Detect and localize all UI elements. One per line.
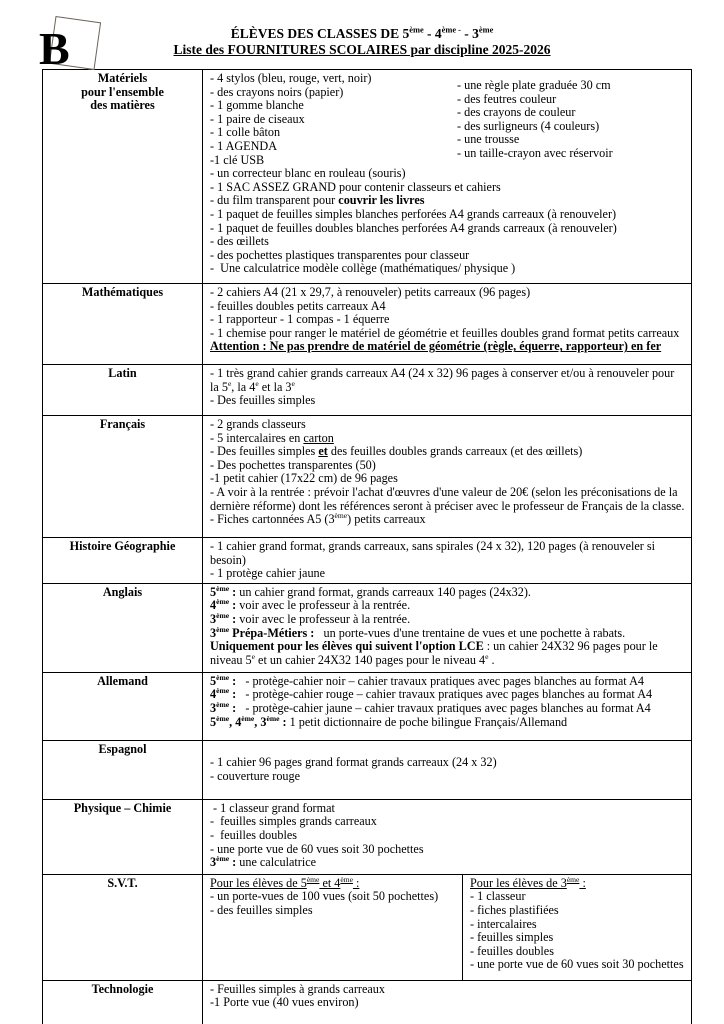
items-left-column <box>210 72 457 167</box>
item-line <box>457 79 685 93</box>
text-segment: - 5 intercalaires en <box>210 430 304 445</box>
text-segment: - Une calculatrice modèle collège (mathématiques/ physique ) <box>210 261 516 276</box>
text-segment: : <box>229 700 237 715</box>
subject-items <box>203 284 692 365</box>
text-segment: Uniquement pour les élèves qui suivent l'option LCE <box>210 639 484 654</box>
text-segment: - des crayons de couleur <box>457 105 576 120</box>
text-segment: voir avec le professeur à la rentrée. <box>239 611 411 626</box>
text-segment: - des feutres couleur <box>457 91 557 106</box>
text-segment: - 3 <box>460 26 479 41</box>
two-column-item-block <box>210 72 685 167</box>
text-segment: - protège-cahier rouge – cahier travaux pratiques avec pages blanches au format A4 <box>236 687 653 702</box>
subject-label-line: Allemand <box>97 673 148 688</box>
text-segment: : un cahier 24X32 96 pages pour le niveau 5 <box>210 639 661 667</box>
subject-label <box>43 740 203 799</box>
item-line <box>470 904 685 918</box>
item-line <box>210 815 685 829</box>
item-line <box>210 113 457 127</box>
text-segment: - 1 classeur <box>470 889 526 904</box>
item-line <box>210 249 685 263</box>
text-segment: - un porte-vues de 100 vues (soit 50 pochettes) <box>210 889 439 904</box>
text-segment: - protège-cahier noir – cahier travaux pratiques avec pages blanches au format A4 <box>236 673 644 688</box>
text-segment: Prépa-Métiers : <box>229 625 315 640</box>
subject-label <box>43 799 203 874</box>
text-segment: - feuilles doubles petits carreaux A4 <box>210 298 386 313</box>
text-segment: un cahier grand format, grands carreaux 140 pages (24x32). <box>239 584 531 599</box>
table-row <box>43 538 692 584</box>
text-segment: ème <box>241 713 255 723</box>
subject-items <box>203 874 692 980</box>
text-segment: Attention : Ne pas prendre de matériel de géométrie (règle, équerre, rapporteur) en fer <box>210 339 662 354</box>
text-segment: - 1 très grand cahier grands carreaux A4 (24 x 32) 96 pages à conserver et/ou à renouveler pour la 5 <box>210 366 678 394</box>
table-row <box>43 799 692 874</box>
item-line <box>210 599 685 613</box>
item-line <box>470 918 685 932</box>
text-segment: carton <box>303 430 334 445</box>
text-segment: ÉLÈVES DES CLASSES DE 5 <box>230 26 410 41</box>
text-segment: une calculatrice <box>239 855 317 870</box>
table-row <box>43 980 692 1024</box>
text-segment: - fiches plastifiées <box>470 902 559 917</box>
item-line <box>210 756 685 770</box>
item-line <box>457 106 685 120</box>
text-segment: : <box>579 875 586 890</box>
item-line <box>210 874 456 891</box>
text-segment: - Des feuilles simples <box>210 444 319 459</box>
text-segment: : <box>229 855 240 870</box>
subject-label <box>43 284 203 365</box>
text-segment: couvrir les livres <box>338 193 425 208</box>
text-segment: : <box>352 875 360 890</box>
item-line <box>210 208 685 222</box>
text-segment: : <box>229 611 240 626</box>
text-segment: - feuilles doubles <box>210 827 297 842</box>
item-line <box>210 235 685 249</box>
item-line <box>210 140 457 154</box>
subject-label-line: pour l'ensemble <box>81 84 164 99</box>
item-line <box>210 904 456 918</box>
text-segment: - des œillets <box>210 234 269 249</box>
text-segment: : <box>229 598 240 613</box>
text-segment: - feuilles doubles <box>470 943 554 958</box>
text-segment: e <box>255 378 259 388</box>
subject-label-line: Physique – Chimie <box>73 800 172 815</box>
subject-label-line: Anglais <box>102 584 143 599</box>
text-segment: 3 <box>210 700 217 715</box>
text-segment: 5 <box>210 584 217 599</box>
text-segment: ème <box>306 874 320 884</box>
table-row <box>43 70 692 284</box>
item-line <box>470 874 685 891</box>
text-segment: - un correcteur blanc en rouleau (souris) <box>210 166 406 181</box>
subject-label <box>43 416 203 538</box>
text-segment: - Des feuilles simples <box>210 393 316 408</box>
table-row <box>43 740 692 799</box>
text-segment: -1 petit cahier (17x22 cm) de 96 pages <box>210 471 398 486</box>
item-line <box>210 286 685 300</box>
text-segment: : <box>279 714 287 729</box>
text-segment: 3 <box>210 611 217 626</box>
text-segment: -1 clé USB <box>210 152 265 167</box>
item-line <box>210 181 685 195</box>
text-segment: - feuilles simples grands carreaux <box>210 814 377 829</box>
text-segment: - des feuilles simples <box>210 902 313 917</box>
text-segment: ème <box>216 854 230 864</box>
subject-label-line: Matériels <box>97 71 148 85</box>
item-line <box>210 610 685 627</box>
text-segment: e <box>291 378 295 388</box>
text-segment: et 4 <box>319 875 341 890</box>
table-row <box>43 284 692 365</box>
svt-right-column <box>463 875 691 980</box>
item-line <box>210 540 685 567</box>
text-segment: - 1 classeur grand format <box>210 800 335 815</box>
text-segment: - 1 paire de ciseaux <box>210 111 305 126</box>
document-subtitle: Liste des FOURNITURES SCOLAIRES par discipline 2025-2026 <box>173 42 551 57</box>
subject-label-line: Technologie <box>91 981 154 996</box>
subject-label-line: Latin <box>108 366 137 380</box>
text-segment: - 1 cahier grand format, grands carreaux, sans spirales (24 x 32), 120 pages (à renouveler si besoin) <box>210 539 659 567</box>
text-segment: - 1 protège cahier jaune <box>210 566 326 581</box>
text-segment: 5 <box>210 673 217 688</box>
text-segment: un porte-vues d'une trentaine de vues et une pochette à rabats. <box>314 625 626 640</box>
item-line <box>210 300 685 314</box>
text-segment: - 1 chemise pour ranger le matériel de géométrie et feuilles doubles grand format petits carreaux <box>210 325 680 340</box>
text-segment: - 1 cahier 96 pages grand format grands carreaux (24 x 32) <box>210 755 497 770</box>
text-segment: , la 4 <box>231 379 256 394</box>
text-segment: 4 <box>210 598 217 613</box>
item-line <box>210 432 685 446</box>
svt-split-block <box>203 875 691 980</box>
text-segment: - des crayons noirs (papier) <box>210 84 344 99</box>
item-line <box>470 890 685 904</box>
subject-items <box>203 538 692 584</box>
text-segment: ème <box>216 597 230 607</box>
text-segment: - Fiches cartonnées A5 (3 <box>210 512 335 527</box>
text-segment: ème <box>216 610 230 620</box>
text-segment: ème <box>216 672 230 682</box>
text-segment: ème <box>340 874 353 884</box>
text-segment: ème <box>216 583 230 593</box>
item-line <box>457 133 685 147</box>
item-line <box>210 340 685 354</box>
subject-label <box>43 70 203 284</box>
text-segment: 3 <box>210 855 217 870</box>
subject-label-line: Mathématiques <box>81 285 164 299</box>
subject-items <box>203 70 692 284</box>
subject-label-line: Espagnol <box>98 741 147 756</box>
text-segment: ème <box>334 511 348 521</box>
item-line <box>210 262 685 276</box>
text-segment: : <box>229 584 240 599</box>
text-segment: 3 <box>210 625 217 640</box>
subject-items <box>203 672 692 740</box>
item-line <box>457 147 685 161</box>
text-segment: - 4 stylos (bleu, rouge, vert, noir) <box>210 71 372 85</box>
item-line <box>210 418 685 432</box>
item-line <box>210 802 685 816</box>
item-line <box>210 829 685 843</box>
text-segment: - 1 rapporteur - 1 compas - 1 équerre <box>210 312 390 327</box>
text-segment: - intercalaires <box>470 916 537 931</box>
text-segment: - 1 AGENDA <box>210 138 278 153</box>
text-segment: - 1 paquet de feuilles simples blanches perforées A4 grands carreaux (à renouveler) <box>210 206 617 221</box>
text-segment: . <box>488 652 495 667</box>
table-row <box>43 874 692 980</box>
subject-items <box>203 365 692 416</box>
text-segment: - une trousse <box>457 132 520 147</box>
item-line <box>457 120 685 134</box>
item-line <box>210 313 685 327</box>
text-segment: ème <box>216 624 230 634</box>
text-segment: - couverture rouge <box>210 768 301 783</box>
item-line <box>210 222 685 236</box>
subject-label-line: des matières <box>90 98 155 113</box>
text-segment: - protège-cahier jaune – cahier travaux pratiques avec pages blanches au format A4 <box>236 700 651 715</box>
text-segment: - une porte vue de 60 vues soit 30 pochettes <box>470 957 684 972</box>
subject-label-line: Français <box>99 417 146 431</box>
item-line <box>210 167 685 181</box>
text-segment: - 4 <box>423 26 442 41</box>
item-line <box>210 472 685 486</box>
text-segment: ème - <box>441 25 461 35</box>
text-segment: , 3 <box>254 714 267 729</box>
text-segment: - 1 paquet de feuilles doubles blanches perforées A4 grands carreaux (à renouveler) <box>210 220 617 235</box>
text-segment: ème <box>216 713 230 723</box>
text-segment: ) petits carreaux <box>347 512 426 527</box>
text-segment: - Des pochettes transparentes (50) <box>210 457 376 472</box>
text-segment: - 2 grands classeurs <box>210 417 306 431</box>
item-line <box>210 72 457 86</box>
text-segment: e <box>251 651 255 661</box>
text-segment: - 1 SAC ASSEZ GRAND pour contenir classeurs et cahiers <box>210 179 501 194</box>
subject-label-line: Histoire Géographie <box>69 539 176 553</box>
subject-items <box>203 583 692 672</box>
item-line <box>470 958 685 972</box>
text-segment: et un cahier 24X32 140 pages pour le niveau 4 <box>255 652 486 667</box>
text-segment: - une porte vue de 60 vues soit 30 pochettes <box>210 841 424 856</box>
item-line <box>210 513 685 527</box>
text-segment: - 1 colle bâton <box>210 125 281 140</box>
text-segment: des feuilles doubles grands carreaux (et des œillets) <box>327 444 583 459</box>
item-line <box>210 445 685 459</box>
table-row <box>43 583 692 672</box>
text-segment: - A voir à la rentrée : prévoir l'achat d'œuvres d'une valeur de 20€ (selon les préconisations de la dernière réforme) dont les références seront à préciser avec le professeur de Français de la classe. <box>210 484 685 513</box>
subject-items <box>203 799 692 874</box>
text-segment: e <box>227 378 232 388</box>
text-segment: - du film transparent pour <box>210 193 339 208</box>
text-segment: 5 <box>210 714 217 729</box>
text-segment: ème <box>266 713 280 723</box>
text-segment: et la 3 <box>258 379 292 394</box>
text-segment: et <box>318 444 328 459</box>
item-line <box>210 327 685 341</box>
text-segment: : <box>229 687 237 702</box>
item-line <box>210 890 456 904</box>
item-line <box>210 624 685 641</box>
text-segment: 4 <box>210 687 217 702</box>
subject-label <box>43 874 203 980</box>
school-logo <box>36 16 110 80</box>
item-line <box>210 983 685 997</box>
item-line <box>470 945 685 959</box>
item-line <box>210 486 685 513</box>
subject-label <box>43 365 203 416</box>
subject-items <box>203 980 692 1024</box>
item-line <box>210 86 457 100</box>
text-segment: - des pochettes plastiques transparentes pour classeur <box>210 247 470 262</box>
text-segment: - un taille-crayon avec réservoir <box>457 145 613 160</box>
text-segment: - une règle plate graduée 30 cm <box>457 78 611 92</box>
text-segment: - Feuilles simples à grands carreaux <box>210 981 385 996</box>
table-row <box>43 416 692 538</box>
item-line <box>210 713 685 730</box>
logo-letter-b: B <box>39 23 70 74</box>
svt-left-column <box>203 875 463 980</box>
text-segment: voir avec le professeur à la rentrée. <box>239 598 411 613</box>
text-segment: -1 Porte vue (40 vues environ) <box>210 995 359 1010</box>
subject-label <box>43 980 203 1024</box>
text-segment: , 4 <box>229 714 242 729</box>
text-segment: ème <box>216 686 230 696</box>
item-line <box>210 699 685 716</box>
subject-items <box>203 740 692 799</box>
item-line <box>210 194 685 208</box>
item-line <box>210 154 457 168</box>
item-line <box>210 367 685 394</box>
item-line <box>210 640 685 667</box>
supplies-table <box>42 69 692 1024</box>
item-line <box>210 394 685 408</box>
subject-label <box>43 672 203 740</box>
item-line <box>210 856 685 870</box>
text-segment: : <box>229 673 237 688</box>
table-row <box>43 365 692 416</box>
item-line <box>210 996 685 1010</box>
subject-label <box>43 583 203 672</box>
text-segment: e <box>485 651 489 661</box>
text-segment: - feuilles simples <box>470 930 554 945</box>
text-segment: - des surligneurs (4 couleurs) <box>457 118 600 133</box>
item-line <box>210 99 457 113</box>
text-segment: ème <box>216 699 230 709</box>
item-line <box>210 770 685 784</box>
table-row <box>43 672 692 740</box>
subject-label <box>43 538 203 584</box>
items-right-column <box>457 72 685 167</box>
text-segment: - 2 cahiers A4 (21 x 29,7, à renouveler) petits carreaux (96 pages) <box>210 285 531 299</box>
item-line <box>210 126 457 140</box>
item-line <box>210 459 685 473</box>
text-segment: ème <box>566 874 580 884</box>
subject-label-line: S.V.T. <box>107 875 138 890</box>
item-line <box>457 93 685 107</box>
item-line <box>470 931 685 945</box>
item-line <box>210 688 685 702</box>
text-segment: Pour les élèves de 5 <box>210 875 307 890</box>
text-segment: ème <box>478 25 494 35</box>
subject-items <box>203 416 692 538</box>
text-segment: Pour les élèves de 3 <box>470 875 567 890</box>
item-line <box>210 567 685 581</box>
text-segment: 1 petit dictionnaire de poche bilingue Français/Allemand <box>286 714 568 729</box>
text-segment: - 1 gomme blanche <box>210 98 304 113</box>
text-segment: ème <box>409 25 424 35</box>
